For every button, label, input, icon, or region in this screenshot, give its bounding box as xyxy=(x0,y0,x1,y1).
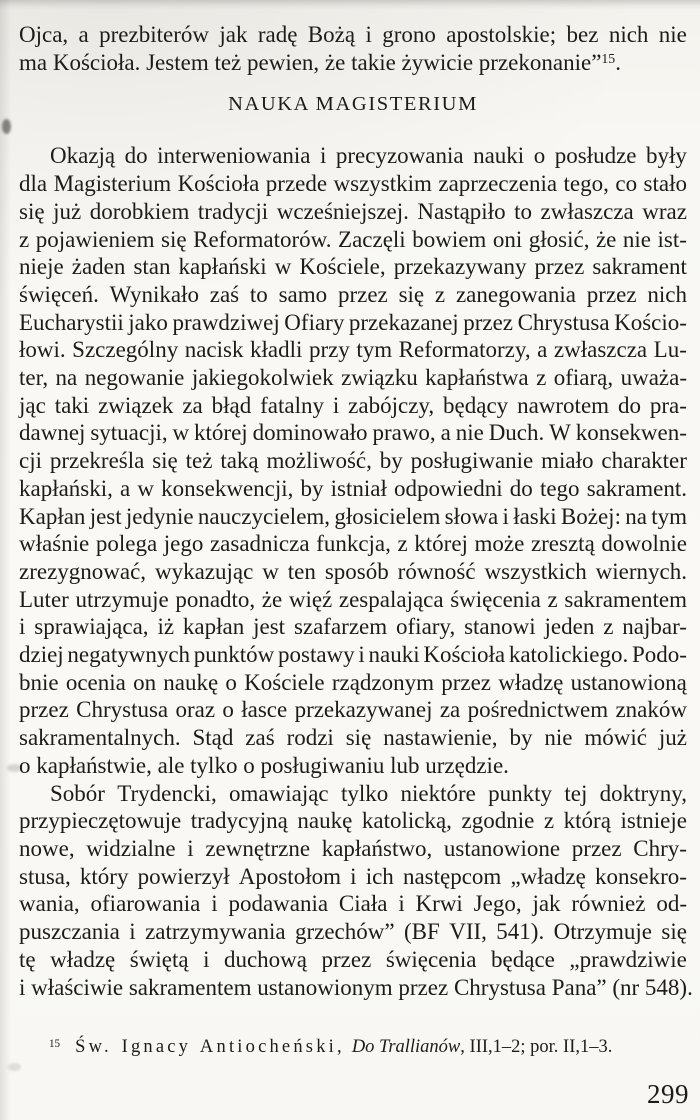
opening-paragraph xyxy=(19,21,687,79)
text-line: puszczania i zatrzymywania grzechów” (BF VII, 541). Otrzymuje się xyxy=(19,919,687,945)
text-line: kapłański, a w konsekwencji, by istniał odpowiedni do tego sakrament. xyxy=(19,475,687,501)
scan-smudge xyxy=(2,119,11,134)
text-line: tę władzę świętą i duchową przez święcenia będące „prawdziwie xyxy=(19,946,687,972)
opening-last-line-period: . xyxy=(615,49,621,75)
paragraph-1 xyxy=(19,142,687,779)
text-line: cji przekreśla się też taką możliwość, by posługiwanie miało charakter xyxy=(19,448,687,474)
text-line: właśnie polega jego zasadnicza funkcja, z której może zresztą dowolnie xyxy=(19,531,687,557)
text-line: dawnej sytuacji, w której dominowało prawo, a nie Duch. W konsekwen- xyxy=(19,420,687,446)
text-line: Kapłan jest jedynie nauczycielem, głosicielem słowa i łaski Bożej: na tym xyxy=(19,503,687,529)
opening-last-line-text: ma Kościoła. Jestem też pewien, że takie żywicie przekonanie” xyxy=(19,49,602,75)
footnote-work-title: Do Trallianów xyxy=(351,1037,461,1058)
text-line: zrezygnować, wykazując w ten sposób równość wszystkich wiernych. xyxy=(19,558,687,584)
text-line: i sprawiająca, iż kapłan jest szafarzem ofiary, stanowi jeden z najbar- xyxy=(19,614,687,640)
text-line: sakramentalnych. Stąd zaś rodzi się nastawienie, by nie mówić już xyxy=(19,725,687,751)
footnote xyxy=(19,1034,687,1062)
text-line: o kapłaństwie, ale tylko o posługiwaniu lub urzędzie. xyxy=(19,752,509,778)
text-column xyxy=(19,0,693,1062)
page-number: 299 xyxy=(647,1079,689,1109)
text-line: stusa, który powierzył Apostołom i ich następcom „władzę konsekro- xyxy=(19,863,687,889)
text-line: nieje żaden stan kapłański w Kościele, przekazywany przez sakrament xyxy=(19,254,687,280)
text-line: przez Chrystusa oraz o łasce przekazywanej za pośrednictwem znaków xyxy=(19,697,687,723)
text-line: łowi. Szczególny nacisk kładli przy tym Reformatorzy, a zwłaszcza Lu- xyxy=(19,337,687,363)
text-line: z pojawieniem się Reformatorów. Zaczęli bowiem oni głosić, że nie ist- xyxy=(19,226,687,252)
text-line: dla Magisterium Kościoła przede wszystkim zaprzeczenia tego, co stało xyxy=(19,171,687,197)
section-heading: NAUKA MAGISTERIUM xyxy=(228,93,478,116)
text-line: bnie ocenia on naukę o Kościele rządzonym przez władzę ustanowioną xyxy=(19,669,687,695)
text-line: Sobór Trydencki, omawiając tylko niektóre punkty tej doktryny, xyxy=(50,780,687,806)
text-line: ter, na negowanie jakiegokolwiek związku kapłaństwa z ofiarą, uważa- xyxy=(19,365,687,391)
text-line: jąc taki związek za błąd fatalny i zabójczy, będący nawrotem do pra- xyxy=(19,392,687,418)
text-line: święceń. Wynikało zaś to samo przez się z zanegowania przez nich xyxy=(19,281,687,307)
footnote-marker: 15 xyxy=(49,1037,61,1050)
footnote-reference-superscript: 15 xyxy=(601,50,616,66)
text-line: Okazją do interweniowania i precyzowania nauki o posłudze były xyxy=(50,143,687,169)
text-line: dziej negatywnych punktów postawy i nauki Kościoła katolickiego. Podo- xyxy=(19,642,687,668)
scan-smudge xyxy=(8,1063,21,1071)
text-line: przypieczętowuje tradycyjną naukę katolicką, zgodnie z którą istnieje xyxy=(19,808,687,834)
text-line: wania, ofiarowania i podawania Ciała i Krwi Jego, jak również od- xyxy=(19,891,687,917)
opening-justified-lines xyxy=(19,21,687,49)
text-line: Luter utrzymuje ponadto, że więź zespalająca święcenia z sakramentem xyxy=(19,586,687,612)
text-line: i właściwie sakramentem ustanowionym przez Chrystusa Pana” (nr 548). xyxy=(19,974,693,1000)
text-line: nowe, widzialne i zewnętrzne kapłaństwo, ustanowione przez Chry- xyxy=(19,835,687,861)
footnote-author: Św. Ignacy Antiocheński, xyxy=(75,1037,345,1058)
text-line: Ojca, a prezbiterów jak radę Bożą i grono apostolskie; bez nich nie xyxy=(19,22,687,47)
text-line: się już dorobkiem tradycji wcześniejszej. Nastąpiło to zwłaszcza wraz xyxy=(19,198,687,224)
footnote-reference-detail: , III,1–2; por. II,1–3. xyxy=(460,1037,613,1058)
text-line xyxy=(19,49,687,80)
text-line: Eucharystii jako prawdziwej Ofiary przekazanej przez Chrystusa Kościo- xyxy=(19,309,687,335)
paragraph-2 xyxy=(19,780,693,1002)
scan-artifact-left-edge xyxy=(0,0,11,1120)
